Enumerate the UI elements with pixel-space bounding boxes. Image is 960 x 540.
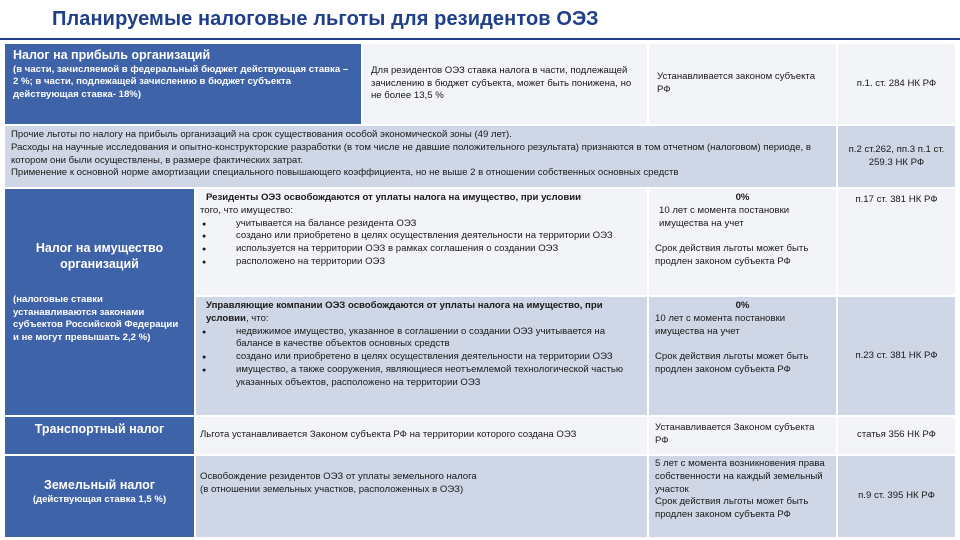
transport-tax-header-cell [5,417,194,454]
property-managers-ref-cell [838,297,955,415]
profit-tax-rule-cell [649,44,836,124]
list-item: ● используется на территории ОЭЗ в рамках соглашения о создании ОЭЗ [200,243,643,256]
other-benefit-line: Прочие льготы по налогу на прибыль организаций на срок существования особой экономической зоны (49 лет). [11,129,512,140]
property-managers-conditions-cell [196,297,647,415]
land-tax-ref-cell [838,456,955,537]
property-residents-rate: 0% [735,192,750,203]
property-tax-rates-note: (налоговые ставки устанавливаются законами субъектов Российской Федерации и не могут превышать 2,2 %) [13,294,179,343]
property-residents-terms-cell [649,189,836,295]
profit-tax-description: Для резидентов ОЭЗ ставка налога в части, подлежащей зачислению в бюджет субъекта, может быть понижена, но не более 13,5 % [371,64,632,102]
land-tax-term: 5 лет с момента возникновения права собственности на каждый земельный участок [655,458,825,495]
title-underline [0,38,960,40]
property-managers-extension: Срок действия льготы может быть продлен законом субъекта РФ [655,351,809,375]
page-title: Планируемые налоговые льготы для резидентов ОЭЗ [52,8,599,30]
profit-tax-description-cell [363,44,647,124]
property-residents-lead-cont: того, что имущество: [200,204,294,216]
property-residents-conditions-list [200,218,643,269]
land-tax-terms-cell [649,456,836,537]
property-managers-terms-cell [649,297,836,415]
list-item: ● недвижимое имущество, указанное в соглашении о создании ОЭЗ учитывается на балансе в качестве объектов основных средств [200,326,643,352]
other-benefit-line: Расходы на научные исследования и опытно-конструкторские разработки (в том числе не давшие положительного результата) признаются в том отчетном (налоговом) периоде, в котором они были осуществлены, в размере фактических затрат. [11,141,811,166]
land-tax-description: Освобождение резидентов ОЭЗ от уплаты земельного налога [200,471,477,482]
property-residents-lead: Резиденты ОЭЗ освобождаются от уплаты налога на имущество, при условии [206,192,582,203]
property-managers-rate: 0% [735,300,750,311]
profit-tax-rates-note: (в части, зачисляемой в федеральный бюджет действующая ставка – 2 %; в части, подлежащей зачислению в бюджет субъекта действующая ставка- 18%) [13,63,349,100]
land-tax-description-note: (в отношении земельных участков, расположенных в ОЭЗ) [200,483,464,495]
property-residents-ref: п.17 ст. 381 НК РФ [855,194,938,205]
transport-tax-ref: статья 356 НК РФ [857,429,936,441]
land-tax-description-cell [196,456,647,537]
list-item: ● создано или приобретено в целях осуществления деятельности на территории ОЭЗ [200,230,643,243]
land-tax-heading: Земельный налог [44,478,155,492]
other-benefit-line: Применение к основной норме амортизации специального повышающего коэффициента, но не выше 2 в отношении собственных основных средств [11,167,679,179]
property-residents-ref-cell [838,189,955,295]
property-residents-extension: Срок действия льготы может быть продлен законом субъекта РФ [655,243,809,267]
list-item: ● имущество, а также сооружения, являющиеся неотъемлемой технологической частью указанных объектов, расположено на территории ОЭЗ [200,364,643,390]
property-tax-header-cell [5,189,194,415]
transport-tax-description-cell [196,417,647,454]
profit-tax-rule: Устанавливается законом субъекта РФ [657,71,816,95]
property-managers-term: 10 лет с момента постановки имущества на учет [655,312,786,337]
transport-tax-rule-cell [649,417,836,454]
land-tax-rate-note: (действующая ставка 1,5 %) [32,493,167,505]
other-benefits-ref-cell [838,126,955,187]
property-managers-lead-cont: , что: [245,312,269,324]
list-item: ● создано или приобретено в целях осуществления деятельности на территории ОЭЗ [200,351,643,364]
list-item: ● расположено на территории ОЭЗ [200,256,643,269]
property-managers-conditions-list [200,326,643,390]
land-tax-header-cell [5,456,194,537]
profit-tax-header-cell [5,44,361,124]
property-managers-lead [200,300,643,326]
other-benefits-ref: п.2 ст.262, пп.3 п.1 ст. 259.3 НК РФ [848,143,945,168]
property-residents-term: 10 лет с момента постановки имущества на учет [659,204,790,229]
profit-tax-ref: п.1. ст. 284 НК РФ [856,77,937,89]
profit-tax-ref-cell [838,44,955,124]
transport-tax-ref-cell [838,417,955,454]
property-tax-heading: Налог на имущество организаций [35,241,164,271]
property-managers-lead-text: Управляющие компании ОЭЗ освобождаются от уплаты налога на имущество, при условии [206,300,603,324]
land-tax-ref: п.9 ст. 395 НК РФ [858,490,935,502]
profit-tax-heading: Налог на прибыль организаций [13,48,211,62]
list-item: ● учитывается на балансе резидента ОЭЗ [200,218,643,231]
transport-tax-heading: Транспортный налог [34,422,165,436]
property-residents-conditions-cell [196,189,647,295]
land-tax-extension: Срок действия льготы может быть продлен законом субъекта РФ [655,496,809,520]
property-managers-ref: п.23 ст. 381 НК РФ [855,349,938,361]
transport-tax-rule: Устанавливается Законом субъекта РФ [655,422,815,446]
other-benefits-cell [5,126,836,187]
transport-tax-description: Льгота устанавливается Законом субъекта РФ на территории которого создана ОЭЗ [200,429,577,440]
